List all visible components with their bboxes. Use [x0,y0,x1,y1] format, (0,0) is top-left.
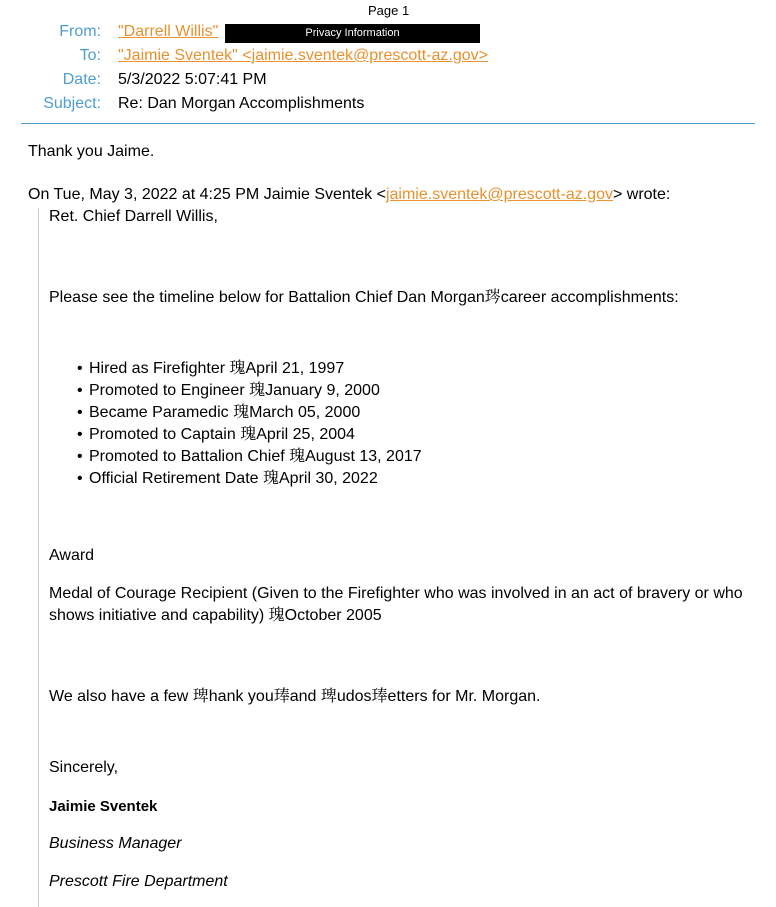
to-label: To: [79,47,101,64]
timeline-item: • Became Paramedic 瑰March 05, 2000 [77,402,422,424]
award-text: Medal of Courage Recipient (Given to the Firefighter who was involved in an act of bravery or who shows initiative and capability) 瑰October 2005 [49,585,743,624]
reply-text: Thank you Jaime. [28,143,155,160]
timeline-item: • Promoted to Captain 瑰April 25, 2004 [77,424,422,446]
date-label: Date: [62,71,101,88]
signature-org: Prescott Fire Department [49,873,228,890]
subject-label: Subject: [43,95,101,112]
to-value[interactable]: "Jaimie Sventek" <jaimie.sventek@prescott-az.gov> [118,47,488,64]
quote-intro-before: On Tue, May 3, 2022 at 4:25 PM Jaimie Sventek < [28,186,386,203]
signature-title: Business Manager [49,835,182,852]
quote-intro-after: > wrote: [612,186,671,203]
quote-intro [28,186,670,204]
quote-intro-email-link[interactable]: jaimie.sventek@prescott-az.gov [385,186,613,203]
from-label: From: [59,23,101,40]
intro-text: Please see the timeline below for Battalion Chief Dan Morgan琌career accomplishments: [49,289,679,306]
timeline-item: • Hired as Firefighter 瑰April 21, 1997 [77,358,422,380]
letters-text: We also have a few 琕hank you琫and 琕udos琫etters for Mr. Morgan. [49,688,541,705]
timeline-item: • Promoted to Engineer 瑰January 9, 2000 [77,380,422,402]
page-number: Page 1 [368,3,410,18]
award-heading: Award [49,547,95,564]
salutation: Ret. Chief Darrell Willis, [49,208,218,225]
header-divider [21,123,755,124]
subject-value: Re: Dan Morgan Accomplishments [118,95,365,112]
privacy-redaction: Privacy Information [225,24,480,43]
timeline-item: • Official Retirement Date 瑰April 30, 2022 [77,468,422,490]
closing: Sincerely, [49,759,119,776]
date-value: 5/3/2022 5:07:41 PM [118,71,267,88]
quote-bar [38,208,39,907]
timeline-list [77,358,422,490]
signature-name: Jaimie Sventek [49,798,158,815]
timeline-item: • Promoted to Battalion Chief 瑰August 13, 2017 [77,446,422,468]
from-value[interactable]: "Darrell Willis" [118,23,219,40]
